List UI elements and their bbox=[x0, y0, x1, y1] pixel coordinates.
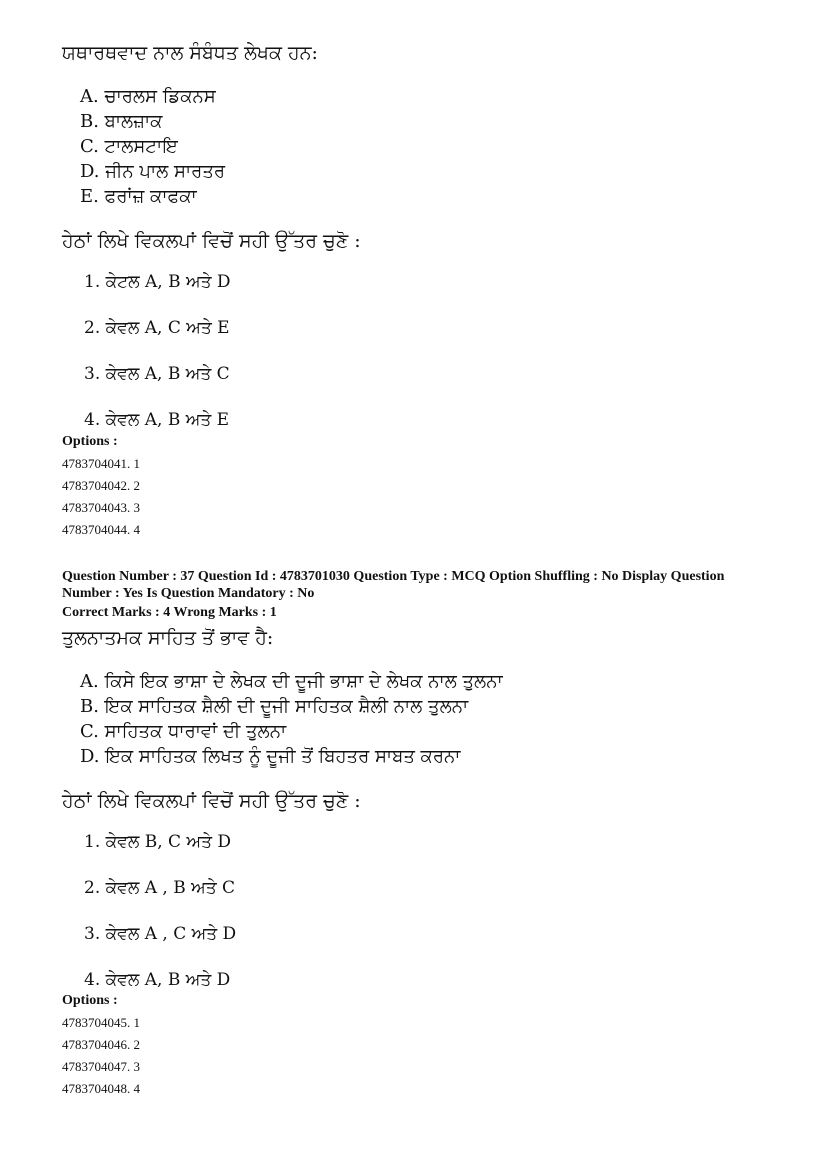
choice-3: 3. ਕੇਵਲ A , C ਅਤੇ D bbox=[84, 924, 237, 944]
option-id-1: 4783704045. 1 bbox=[62, 1015, 140, 1030]
statement-c: C. ਟਾਲਸਟਾਇ bbox=[80, 136, 178, 157]
option-id-2: 4783704046. 2 bbox=[62, 1037, 140, 1052]
statement-d: D. ਇਕ ਸਾਹਿਤਕ ਲਿਖਤ ਨੂੰ ਦੂਜੀ ਤੋਂ ਬਿਹਤਰ ਸਾਬਤ ਕਰਨਾ bbox=[80, 746, 461, 767]
statement-a: A. ਕਿਸੇ ਇਕ ਭਾਸ਼ਾ ਦੇ ਲੇਖਕ ਦੀ ਦੂਜੀ ਭਾਸ਼ਾ ਦੇ ਲੇਖਕ ਨਾਲ ਤੁਲਨਾ bbox=[80, 671, 503, 692]
choice-2: 2. ਕੇਵਲ A , B ਅਤੇ C bbox=[84, 878, 236, 898]
question-37-marks: Correct Marks : 4 Wrong Marks : 1 bbox=[62, 605, 277, 620]
option-id-1: 4783704041. 1 bbox=[62, 456, 140, 471]
statement-d: D. ਜੀਨ ਪਾਲ ਸਾਰਤਰ bbox=[80, 161, 226, 182]
question-36-text: ਯਥਾਰਥਵਾਦ ਨਾਲ ਸੰਬੰਧਤ ਲੇਖਕ ਹਨ: bbox=[62, 42, 318, 64]
choice-1: 1. ਕੇਟਲ A, B ਅਤੇ D bbox=[84, 272, 231, 292]
instruction-text: ਹੇਠਾਂ ਲਿਖੇ ਵਿਕਲਪਾਂ ਵਿਚੋਂ ਸਹੀ ਉੱਤਰ ਚੁਣੋ : bbox=[62, 790, 361, 812]
choice-3: 3. ਕੇਵਲ A, B ਅਤੇ C bbox=[84, 364, 230, 384]
instruction-text: ਹੇਠਾਂ ਲਿਖੇ ਵਿਕਲਪਾਂ ਵਿਚੋਂ ਸਹੀ ਉੱਤਰ ਚੁਣੋ : bbox=[62, 230, 361, 252]
question-37-meta: Question Number : 37 Question Id : 4783701030 Question Type : MCQ Option Shuffling : No Display Question Number : Yes Is Question Mandatory : No bbox=[62, 569, 725, 601]
options-label: Options : bbox=[62, 434, 118, 449]
choice-1: 1. ਕੇਵਲ B, C ਅਤੇ D bbox=[84, 832, 232, 852]
statement-b: B. ਬਾਲਜ਼ਾਕ bbox=[80, 111, 163, 132]
choice-4: 4. ਕੇਵਲ A, B ਅਤੇ E bbox=[84, 410, 230, 430]
statement-e: E. ਫਰਾਂਜ਼ ਕਾਫਕਾ bbox=[80, 186, 197, 207]
statement-a: A. ਚਾਰਲਸ ਡਿਕਨਸ bbox=[80, 86, 216, 107]
options-label: Options : bbox=[62, 993, 118, 1008]
choice-2: 2. ਕੇਵਲ A, C ਅਤੇ E bbox=[84, 318, 230, 338]
option-id-2: 4783704042. 2 bbox=[62, 478, 140, 493]
option-id-4: 4783704048. 4 bbox=[62, 1081, 140, 1096]
statement-c: C. ਸਾਹਿਤਕ ਧਾਰਾਵਾਂ ਦੀ ਤੁਲਨਾ bbox=[80, 721, 287, 742]
statement-b: B. ਇਕ ਸਾਹਿਤਕ ਸ਼ੈਲੀ ਦੀ ਦੂਜੀ ਸਾਹਿਤਕ ਸ਼ੈਲੀ ਨਾਲ ਤੁਲਨਾ bbox=[80, 696, 469, 717]
option-id-4: 4783704044. 4 bbox=[62, 522, 140, 537]
choice-4: 4. ਕੇਵਲ A, B ਅਤੇ D bbox=[84, 970, 231, 990]
option-id-3: 4783704043. 3 bbox=[62, 500, 140, 515]
option-id-3: 4783704047. 3 bbox=[62, 1059, 140, 1074]
question-37-text: ਤੁਲਨਾਤਮਕ ਸਾਹਿਤ ਤੋਂ ਭਾਵ ਹੈ: bbox=[62, 627, 274, 649]
